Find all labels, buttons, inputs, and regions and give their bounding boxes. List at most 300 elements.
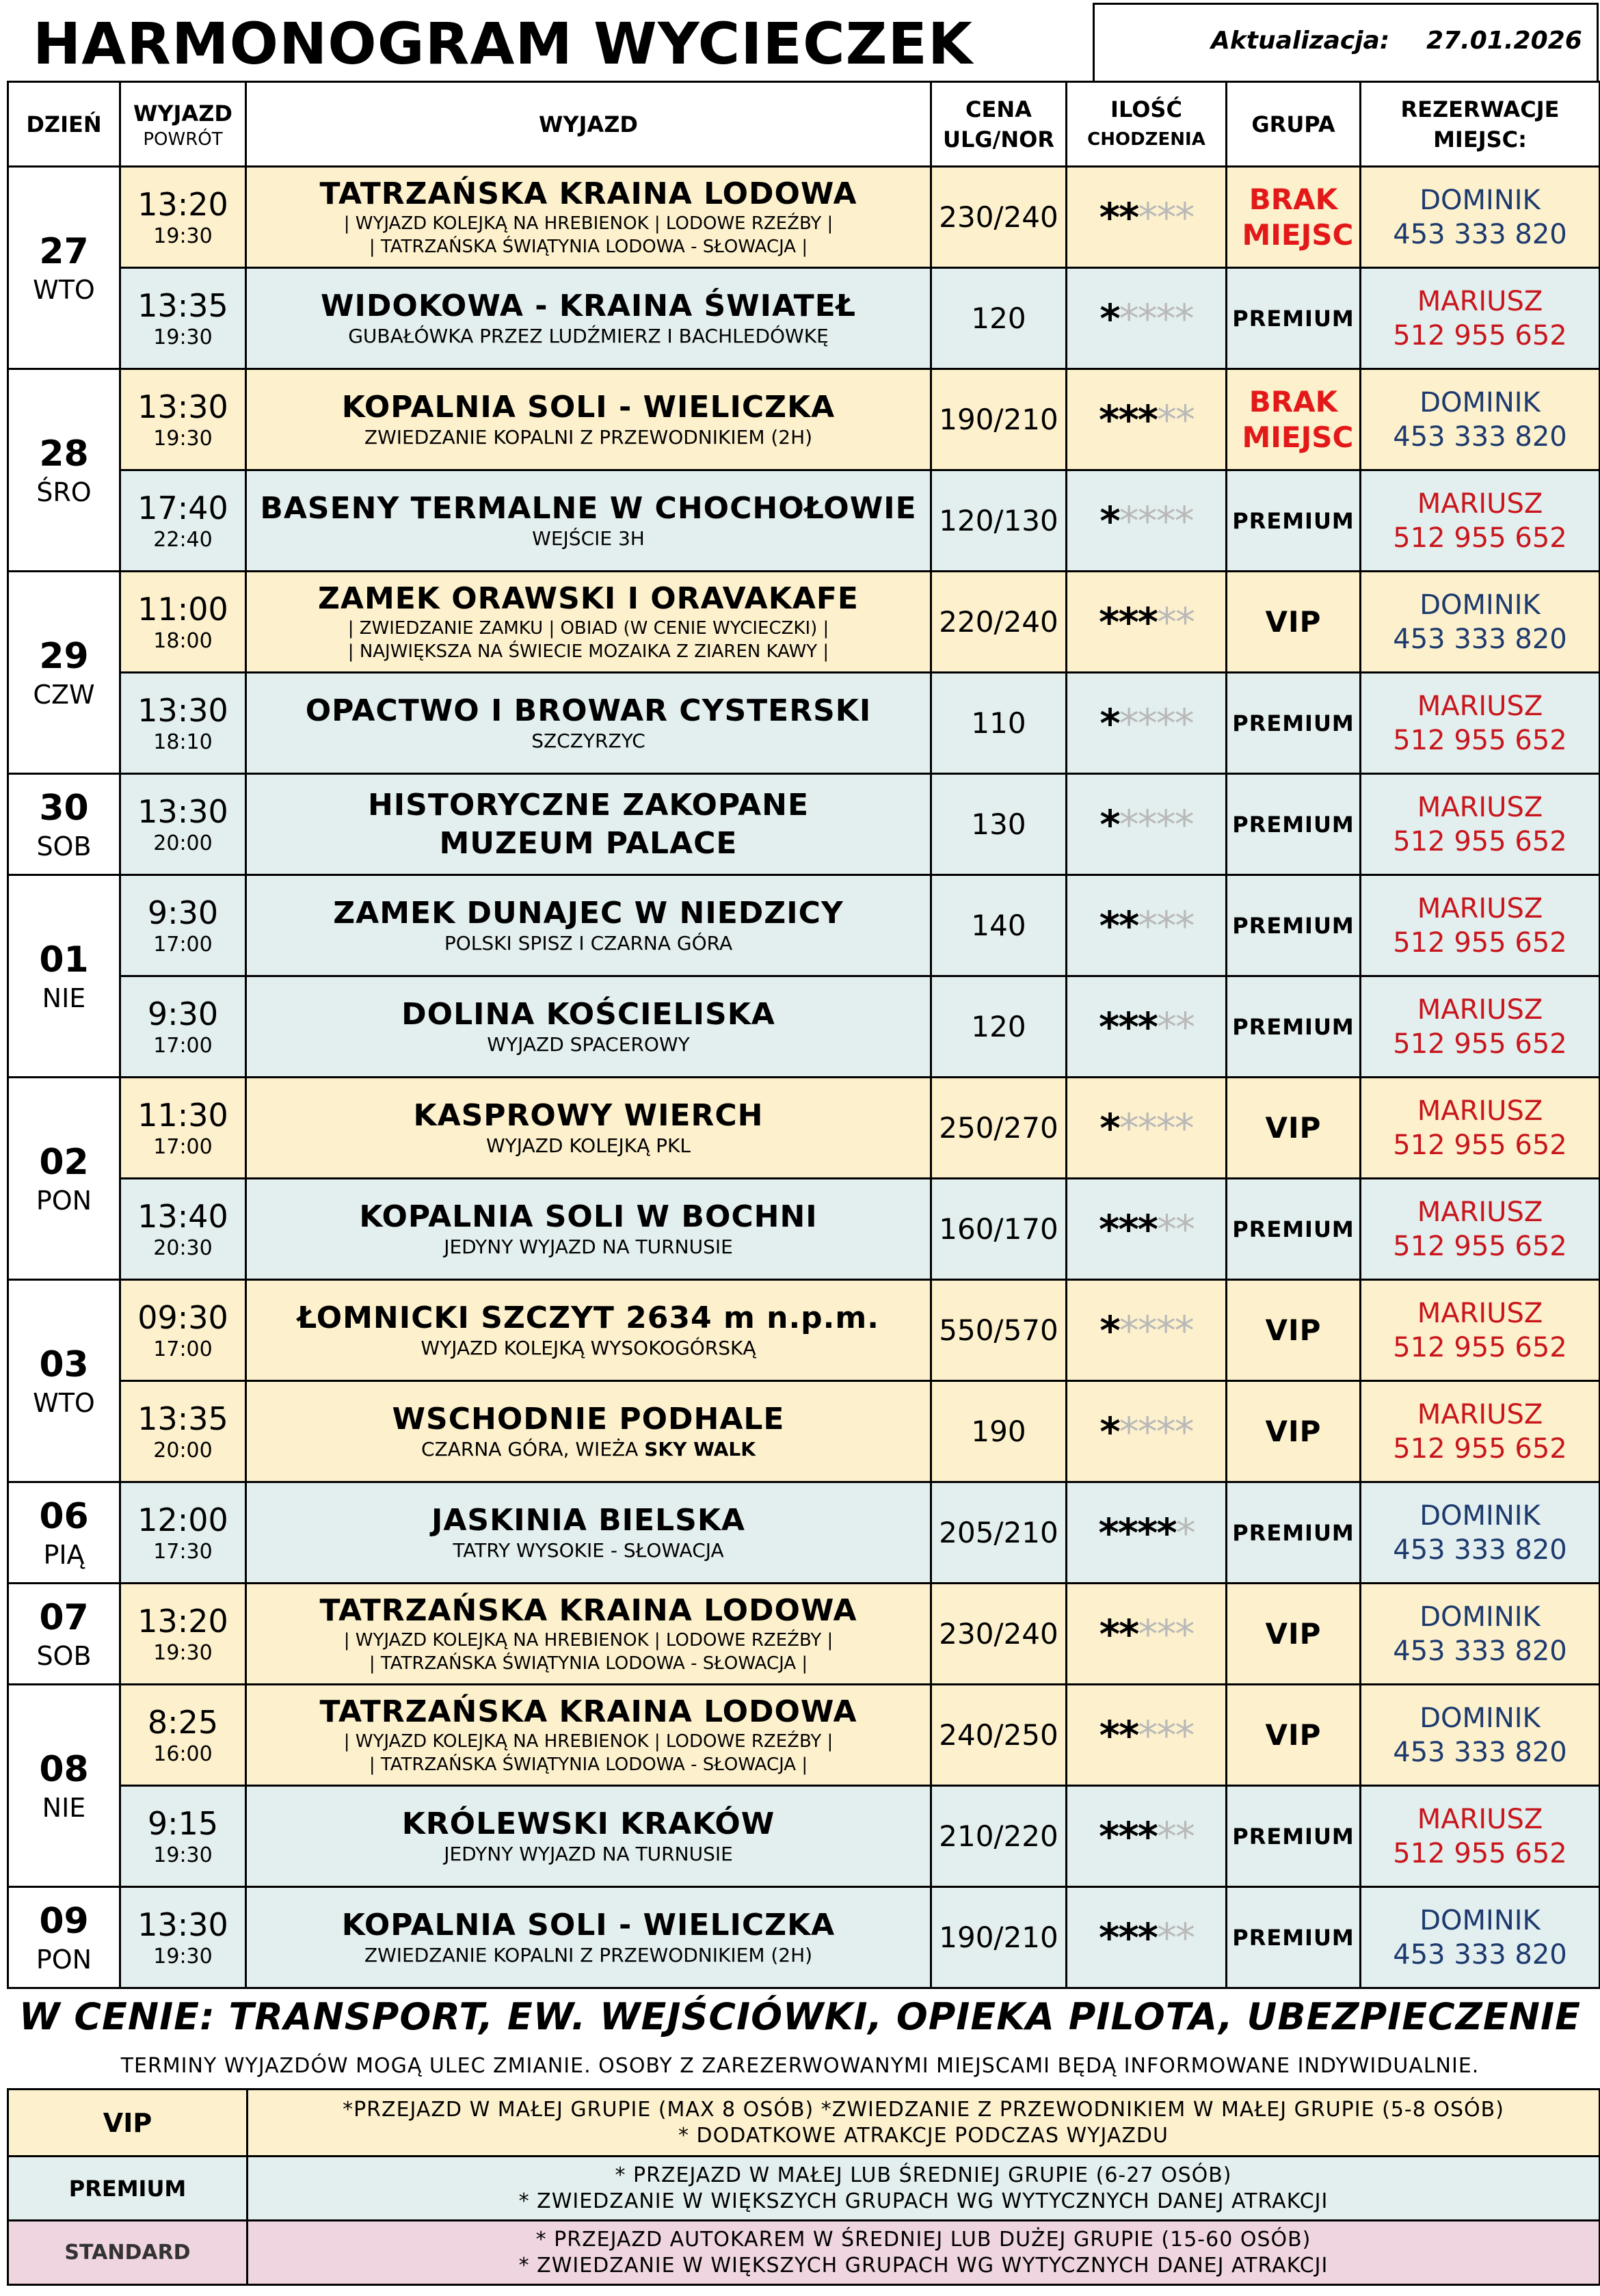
trip-cell — [246, 167, 931, 268]
star-filled-icon: * — [1098, 598, 1119, 645]
departure-time: 09:30 — [137, 1298, 228, 1336]
col-walking: ILOŚĆ CHODZENIA — [1067, 82, 1227, 167]
departure-time: 12:00 — [137, 1501, 228, 1538]
table-row — [8, 1482, 1600, 1584]
departure-time: 11:00 — [137, 590, 228, 628]
trip-cell — [246, 1685, 931, 1786]
group-cell — [1227, 572, 1361, 673]
star-empty-icon: * — [1174, 497, 1193, 544]
price-cell: 120 — [931, 268, 1067, 369]
legend-line: * PRZEJAZD W MAŁEJ LUB ŚREDNIEJ GRUPIE (6-27 OSÓB) — [615, 2163, 1232, 2187]
group-badge: VIP — [1265, 1111, 1322, 1145]
trip-name: ZAMEK ORAWSKI I ORAVAKAFE — [317, 580, 859, 616]
trip-name: JASKINIA BIELSKA — [431, 1502, 745, 1538]
return-time: 17:00 — [153, 1033, 213, 1058]
return-time: 19:30 — [153, 1640, 213, 1665]
departure-time: 13:30 — [137, 388, 228, 425]
table-row — [8, 1179, 1600, 1280]
group-badge: PREMIUM — [1232, 1013, 1355, 1040]
contact-name: MARIUSZ — [1417, 1398, 1543, 1430]
price-cell: 250/270 — [931, 1078, 1067, 1179]
star-filled-icon: * — [1099, 1104, 1119, 1151]
star-empty-icon: * — [1137, 295, 1156, 342]
trip-name: TATRZAŃSKA KRAINA LODOWA — [319, 176, 857, 211]
legend-group-name: VIP — [8, 2090, 248, 2157]
contact-phone[interactable]: 512 955 652 — [1393, 522, 1567, 554]
contact-phone[interactable]: 512 955 652 — [1393, 825, 1567, 857]
col-trip: WYJAZD — [246, 82, 931, 167]
departure-time: 13:30 — [137, 1906, 228, 1943]
trip-description-text: WYJAZD KOLEJKĄ PKL — [485, 1134, 691, 1157]
contact-phone[interactable]: 453 333 820 — [1393, 1534, 1567, 1566]
walking-rating — [1067, 1584, 1227, 1685]
star-filled-icon: * — [1137, 598, 1158, 645]
legend-group-description — [248, 2157, 1600, 2221]
time-cell — [120, 875, 246, 976]
departure-time: 13:20 — [137, 185, 228, 223]
contact-name: MARIUSZ — [1417, 892, 1543, 924]
star-filled-icon: * — [1137, 1205, 1158, 1253]
trip-cell — [246, 369, 931, 470]
group-badge: VIP — [1265, 1718, 1322, 1752]
trip-cell — [246, 572, 931, 673]
group-badge: PREMIUM — [1232, 1519, 1355, 1546]
return-time: 20:00 — [153, 1438, 213, 1463]
table-row — [8, 369, 1600, 470]
return-time: 18:10 — [153, 730, 213, 754]
trip-name: KRÓLEWSKI KRAKÓW — [401, 1806, 775, 1841]
star-empty-icon: * — [1138, 902, 1157, 949]
contact-phone[interactable]: 453 333 820 — [1393, 1938, 1567, 1971]
time-cell — [120, 1584, 246, 1685]
trip-description-text: | TATRZAŃSKA ŚWIĄTYNIA LODOWA - SŁOWACJA | — [369, 236, 808, 257]
star-filled-icon: * — [1098, 1205, 1119, 1253]
price-cell: 220/240 — [931, 572, 1067, 673]
return-time: 18:00 — [153, 628, 213, 653]
group-cell — [1227, 1482, 1361, 1584]
star-filled-icon: * — [1099, 902, 1119, 949]
star-empty-icon: * — [1137, 497, 1156, 544]
time-cell — [120, 1179, 246, 1280]
star-empty-icon: * — [1157, 598, 1176, 645]
group-badge: BRAK MIEJSC — [1242, 384, 1354, 454]
day-number: 08 — [39, 1748, 89, 1790]
reservation-contact — [1361, 470, 1600, 572]
page-title: HARMONOGRAM WYCIECZEK — [33, 10, 973, 77]
trip-cell — [246, 1584, 931, 1685]
trip-description — [247, 1437, 930, 1462]
group-badge: PREMIUM — [1232, 507, 1355, 534]
reservation-contact — [1361, 1584, 1600, 1685]
day-number: 02 — [39, 1141, 89, 1183]
contact-phone[interactable]: 453 333 820 — [1393, 218, 1567, 250]
walking-rating — [1067, 1786, 1227, 1887]
update-date: 27.01.2026 — [1426, 27, 1582, 55]
price-cell: 230/240 — [931, 1584, 1067, 1685]
price-cell: 230/240 — [931, 167, 1067, 268]
group-cell — [1227, 1685, 1361, 1786]
return-time: 19:30 — [153, 426, 213, 451]
return-time: 16:00 — [153, 1741, 213, 1766]
table-row — [8, 1381, 1600, 1482]
reservation-contact — [1361, 1887, 1600, 1988]
star-empty-icon: * — [1175, 193, 1194, 241]
star-empty-icon: * — [1175, 1711, 1194, 1759]
group-badge: PREMIUM — [1232, 811, 1355, 838]
return-time: 19:30 — [153, 1944, 213, 1968]
contact-name: DOMINIK — [1419, 1904, 1541, 1936]
time-cell — [120, 1887, 246, 1988]
time-cell — [120, 268, 246, 369]
day-cell — [8, 1584, 120, 1685]
trip-name: TATRZAŃSKA KRAINA LODOWA — [319, 1592, 857, 1628]
walking-rating — [1067, 572, 1227, 673]
contact-name: MARIUSZ — [1417, 1095, 1543, 1127]
trip-description — [247, 526, 930, 551]
group-cell — [1227, 1179, 1361, 1280]
trip-description — [247, 1753, 930, 1776]
price-cell: 205/210 — [931, 1482, 1067, 1584]
star-filled-icon: * — [1118, 1914, 1138, 1961]
contact-name: DOMINIK — [1419, 1601, 1541, 1633]
return-time: 19:30 — [153, 1843, 213, 1867]
star-filled-icon: * — [1099, 295, 1119, 342]
day-cell — [8, 774, 120, 875]
star-filled-icon: * — [1137, 1509, 1157, 1556]
walking-rating — [1067, 673, 1227, 774]
day-weekday: ŚRO — [36, 477, 92, 507]
trip-description-text: ZWIEDZANIE KOPALNI Z PRZEWODNIKIEM (2H) — [364, 425, 813, 449]
time-cell — [120, 572, 246, 673]
star-filled-icon: * — [1099, 1610, 1119, 1657]
group-cell — [1227, 1078, 1361, 1179]
star-filled-icon: * — [1118, 1003, 1138, 1050]
star-empty-icon: * — [1175, 902, 1194, 949]
star-empty-icon: * — [1119, 699, 1138, 747]
star-empty-icon: * — [1156, 1307, 1175, 1354]
star-filled-icon: * — [1118, 396, 1138, 443]
star-filled-icon: * — [1099, 497, 1119, 544]
table-row — [8, 167, 1600, 268]
price-cell: 120/130 — [931, 470, 1067, 572]
legend-line: * ZWIEDZANIE W WIĘKSZYCH GRUPACH WG WYTYCZNYCH DANEJ ATRAKCJI — [518, 2189, 1329, 2213]
departure-time: 13:30 — [137, 691, 228, 729]
group-legend — [7, 2088, 1600, 2286]
col-departure: WYJAZD POWRÓT — [120, 82, 246, 167]
day-weekday: SOB — [36, 1640, 92, 1671]
price-cell: 130 — [931, 774, 1067, 875]
day-number: 06 — [39, 1495, 89, 1537]
star-empty-icon: * — [1174, 699, 1193, 747]
trip-cell — [246, 1786, 931, 1887]
star-empty-icon: * — [1156, 295, 1175, 342]
departure-time: 17:40 — [137, 489, 228, 526]
contact-phone[interactable]: 453 333 820 — [1393, 421, 1567, 453]
trip-description-text: TATRY WYSOKIE - SŁOWACJA — [453, 1538, 724, 1562]
star-empty-icon: * — [1137, 801, 1156, 848]
trip-description-text: | WYJAZD KOLEJKĄ NA HREBIENOK | LODOWE RZEŹBY | — [343, 1731, 834, 1752]
trip-description — [247, 1032, 930, 1057]
star-filled-icon: * — [1119, 1711, 1138, 1759]
time-cell — [120, 1280, 246, 1381]
star-empty-icon: * — [1156, 1104, 1175, 1151]
legend-group-description — [248, 2221, 1600, 2285]
trip-description-text: GUBAŁÓWKA PRZEZ LUDŹMIERZ I BACHLEDÓWKĘ — [348, 324, 829, 347]
contact-name: DOMINIK — [1419, 1499, 1541, 1532]
departure-time: 9:30 — [147, 995, 219, 1032]
walking-rating — [1067, 774, 1227, 875]
update-box — [1093, 3, 1599, 81]
legend-group-description — [248, 2090, 1600, 2157]
group-badge: VIP — [1265, 1415, 1322, 1448]
star-empty-icon: * — [1175, 598, 1195, 645]
day-cell — [8, 1887, 120, 1988]
reservation-contact — [1361, 1078, 1600, 1179]
star-empty-icon: * — [1119, 1408, 1138, 1455]
star-empty-icon: * — [1175, 1003, 1195, 1050]
trip-description — [247, 617, 930, 640]
walking-rating — [1067, 1381, 1227, 1482]
reservation-contact — [1361, 875, 1600, 976]
return-time: 19:30 — [153, 325, 213, 349]
price-cell: 190 — [931, 1381, 1067, 1482]
day-cell — [8, 875, 120, 1078]
departure-time: 11:30 — [137, 1096, 228, 1134]
walking-rating — [1067, 1078, 1227, 1179]
contact-phone[interactable]: 453 333 820 — [1393, 623, 1567, 655]
star-empty-icon: * — [1156, 699, 1175, 747]
star-empty-icon: * — [1157, 1003, 1176, 1050]
star-empty-icon: * — [1157, 1914, 1176, 1961]
price-cell: 140 — [931, 875, 1067, 976]
trip-name-line2: MUZEUM PALACE — [439, 825, 738, 861]
star-empty-icon: * — [1174, 1408, 1193, 1455]
contact-name: DOMINIK — [1419, 386, 1541, 418]
table-row — [8, 1685, 1600, 1786]
star-filled-icon: * — [1118, 598, 1138, 645]
star-filled-icon: * — [1156, 1509, 1176, 1556]
star-empty-icon: * — [1156, 801, 1175, 848]
contact-phone[interactable]: 453 333 820 — [1393, 1635, 1567, 1667]
time-cell — [120, 976, 246, 1078]
price-cell: 550/570 — [931, 1280, 1067, 1381]
day-cell — [8, 1685, 120, 1887]
price-cell: 190/210 — [931, 369, 1067, 470]
trip-cell — [246, 1078, 931, 1179]
star-filled-icon: * — [1137, 1914, 1158, 1961]
table-row — [8, 1078, 1600, 1179]
trip-description-text: SZCZYRZYC — [531, 729, 645, 752]
legend-line: *PRZEJAZD W MAŁEJ GRUPIE (MAX 8 OSÓB) *ZWIEDZANIE Z PRZEWODNIKIEM W MAŁEJ GRUPIE (5-8 OSÓB) — [343, 2097, 1504, 2122]
star-filled-icon: * — [1118, 1205, 1138, 1253]
contact-phone[interactable]: 512 955 652 — [1393, 1432, 1567, 1465]
star-empty-icon: * — [1119, 295, 1138, 342]
trip-description — [247, 1842, 930, 1867]
star-empty-icon: * — [1138, 1610, 1157, 1657]
legend-row — [8, 2157, 1600, 2221]
group-cell — [1227, 1280, 1361, 1381]
contact-phone[interactable]: 512 955 652 — [1393, 926, 1567, 959]
departure-time: 8:25 — [147, 1703, 219, 1741]
reservation-contact — [1361, 1280, 1600, 1381]
reservation-contact — [1361, 167, 1600, 268]
star-filled-icon: * — [1098, 1914, 1119, 1961]
table-row — [8, 1887, 1600, 1988]
day-cell — [8, 167, 120, 369]
trip-description — [247, 1235, 930, 1259]
trip-description-text: | TATRZAŃSKA ŚWIĄTYNIA LODOWA - SŁOWACJA | — [369, 1754, 808, 1775]
walking-rating — [1067, 167, 1227, 268]
walking-rating — [1067, 875, 1227, 976]
reservation-contact — [1361, 774, 1600, 875]
contact-name: MARIUSZ — [1417, 791, 1543, 823]
star-empty-icon: * — [1175, 396, 1195, 443]
contact-name: MARIUSZ — [1417, 1803, 1543, 1835]
reservation-contact — [1361, 1179, 1600, 1280]
trip-name: ŁOMNICKI SZCZYT 2634 m n.p.m. — [297, 1300, 879, 1335]
walking-rating — [1067, 976, 1227, 1078]
contact-phone[interactable]: 512 955 652 — [1393, 1028, 1567, 1060]
star-filled-icon: * — [1137, 1813, 1158, 1860]
group-cell — [1227, 268, 1361, 369]
day-cell — [8, 1078, 120, 1280]
price-cell: 240/250 — [931, 1685, 1067, 1786]
contact-name: MARIUSZ — [1417, 285, 1543, 317]
trip-description — [247, 729, 930, 753]
star-empty-icon: * — [1119, 497, 1138, 544]
departure-time: 13:20 — [137, 1602, 228, 1640]
price-cell: 190/210 — [931, 1887, 1067, 1988]
return-time: 17:00 — [153, 1337, 213, 1361]
time-cell — [120, 1685, 246, 1786]
trip-cell — [246, 1887, 931, 1988]
day-number: 09 — [39, 1900, 89, 1942]
day-number: 01 — [39, 939, 89, 980]
day-weekday: SOB — [36, 831, 92, 862]
star-filled-icon: * — [1099, 193, 1119, 241]
group-cell — [1227, 369, 1361, 470]
star-empty-icon: * — [1175, 1610, 1194, 1657]
legend-row — [8, 2221, 1600, 2285]
trip-description-text: | ZWIEDZANIE ZAMKU | OBIAD (W CENIE WYCIECZKI) | — [347, 617, 829, 639]
trip-description-text: ZWIEDZANIE KOPALNI Z PRZEWODNIKIEM (2H) — [364, 1943, 813, 1966]
legend-group-name: STANDARD — [8, 2221, 248, 2285]
contact-name: DOMINIK — [1419, 589, 1541, 621]
star-empty-icon: * — [1174, 1104, 1193, 1151]
day-weekday: PIĄ — [43, 1539, 85, 1570]
col-group: GRUPA — [1227, 82, 1361, 167]
contact-name: MARIUSZ — [1417, 993, 1543, 1026]
contact-name: MARIUSZ — [1417, 1196, 1543, 1228]
group-cell — [1227, 774, 1361, 875]
star-empty-icon: * — [1175, 1914, 1195, 1961]
contact-phone[interactable]: 512 955 652 — [1393, 1331, 1567, 1363]
contact-name: MARIUSZ — [1417, 488, 1543, 520]
reservation-contact — [1361, 572, 1600, 673]
star-empty-icon: * — [1156, 902, 1175, 949]
trip-description-text: CZARNA GÓRA, WIEŻA — [421, 1437, 645, 1460]
day-cell — [8, 1280, 120, 1482]
star-empty-icon: * — [1157, 1205, 1176, 1253]
price-cell: 110 — [931, 673, 1067, 774]
star-filled-icon: * — [1099, 1307, 1119, 1354]
trip-name: KOPALNIA SOLI W BOCHNI — [359, 1199, 818, 1234]
group-cell — [1227, 1584, 1361, 1685]
walking-rating — [1067, 369, 1227, 470]
trip-cell — [246, 774, 931, 875]
star-empty-icon: * — [1119, 801, 1138, 848]
star-filled-icon: * — [1119, 193, 1138, 241]
legend-group-name: PREMIUM — [8, 2157, 248, 2221]
trip-description — [247, 1134, 930, 1158]
contact-name: MARIUSZ — [1417, 1297, 1543, 1329]
reservation-contact — [1361, 976, 1600, 1078]
group-badge: PREMIUM — [1232, 1216, 1355, 1242]
trip-description-text: JEDYNY WYJAZD NA TURNUSIE — [444, 1235, 733, 1258]
reservation-contact — [1361, 1482, 1600, 1584]
table-row — [8, 1786, 1600, 1887]
update-label: Aktualizacja: — [1211, 27, 1390, 55]
trip-cell — [246, 470, 931, 572]
group-badge: VIP — [1265, 605, 1322, 639]
day-cell — [8, 369, 120, 572]
group-badge: PREMIUM — [1232, 912, 1355, 939]
legend-line: * DODATKOWE ATRAKCJE PODCZAS WYJAZDU — [678, 2123, 1169, 2148]
star-empty-icon: * — [1156, 1610, 1175, 1657]
departure-time: 13:40 — [137, 1197, 228, 1235]
walking-rating — [1067, 470, 1227, 572]
contact-phone[interactable]: 512 955 652 — [1393, 1129, 1567, 1161]
star-empty-icon: * — [1156, 1711, 1175, 1759]
schedule-table — [7, 81, 1600, 1989]
return-time: 17:00 — [153, 1134, 213, 1159]
trip-description — [247, 640, 930, 663]
table-row — [8, 1584, 1600, 1685]
contact-phone[interactable]: 453 333 820 — [1393, 1736, 1567, 1768]
day-number: 30 — [39, 787, 89, 829]
group-badge: BRAK MIEJSC — [1242, 182, 1354, 252]
day-number: 07 — [39, 1597, 89, 1638]
trip-name: OPACTWO I BROWAR CYSTERSKI — [305, 693, 872, 728]
star-empty-icon: * — [1157, 396, 1176, 443]
walking-rating — [1067, 1685, 1227, 1786]
star-empty-icon: * — [1138, 193, 1157, 241]
trip-name: KOPALNIA SOLI - WIELICZKA — [341, 389, 836, 425]
group-badge: PREMIUM — [1232, 1823, 1355, 1850]
star-filled-icon: * — [1098, 396, 1119, 443]
col-return: POWRÓT — [143, 129, 223, 150]
trip-cell — [246, 875, 931, 976]
star-filled-icon: * — [1118, 1813, 1138, 1860]
star-filled-icon: * — [1099, 801, 1119, 848]
contact-phone[interactable]: 512 955 652 — [1393, 319, 1567, 351]
legend-line: * PRZEJAZD AUTOKAREM W ŚREDNIEJ LUB DUŻEJ GRUPIE (15-60 OSÓB) — [535, 2227, 1311, 2252]
star-empty-icon: * — [1156, 193, 1175, 241]
group-cell — [1227, 1381, 1361, 1482]
group-badge: PREMIUM — [1232, 305, 1355, 332]
return-time: 17:00 — [153, 932, 213, 957]
contact-phone[interactable]: 512 955 652 — [1393, 1837, 1567, 1869]
trip-description-text: | NAJWIĘKSZA NA ŚWIECIE MOZAIKA Z ZIAREN KAWY | — [347, 641, 829, 662]
trip-cell — [246, 1381, 931, 1482]
departure-time: 13:35 — [137, 286, 228, 324]
reservation-contact — [1361, 369, 1600, 470]
walking-rating — [1067, 268, 1227, 369]
contact-phone[interactable]: 512 955 652 — [1393, 1230, 1567, 1262]
contact-phone[interactable]: 512 955 652 — [1393, 724, 1567, 756]
star-empty-icon: * — [1156, 497, 1175, 544]
walking-rating — [1067, 1482, 1227, 1584]
